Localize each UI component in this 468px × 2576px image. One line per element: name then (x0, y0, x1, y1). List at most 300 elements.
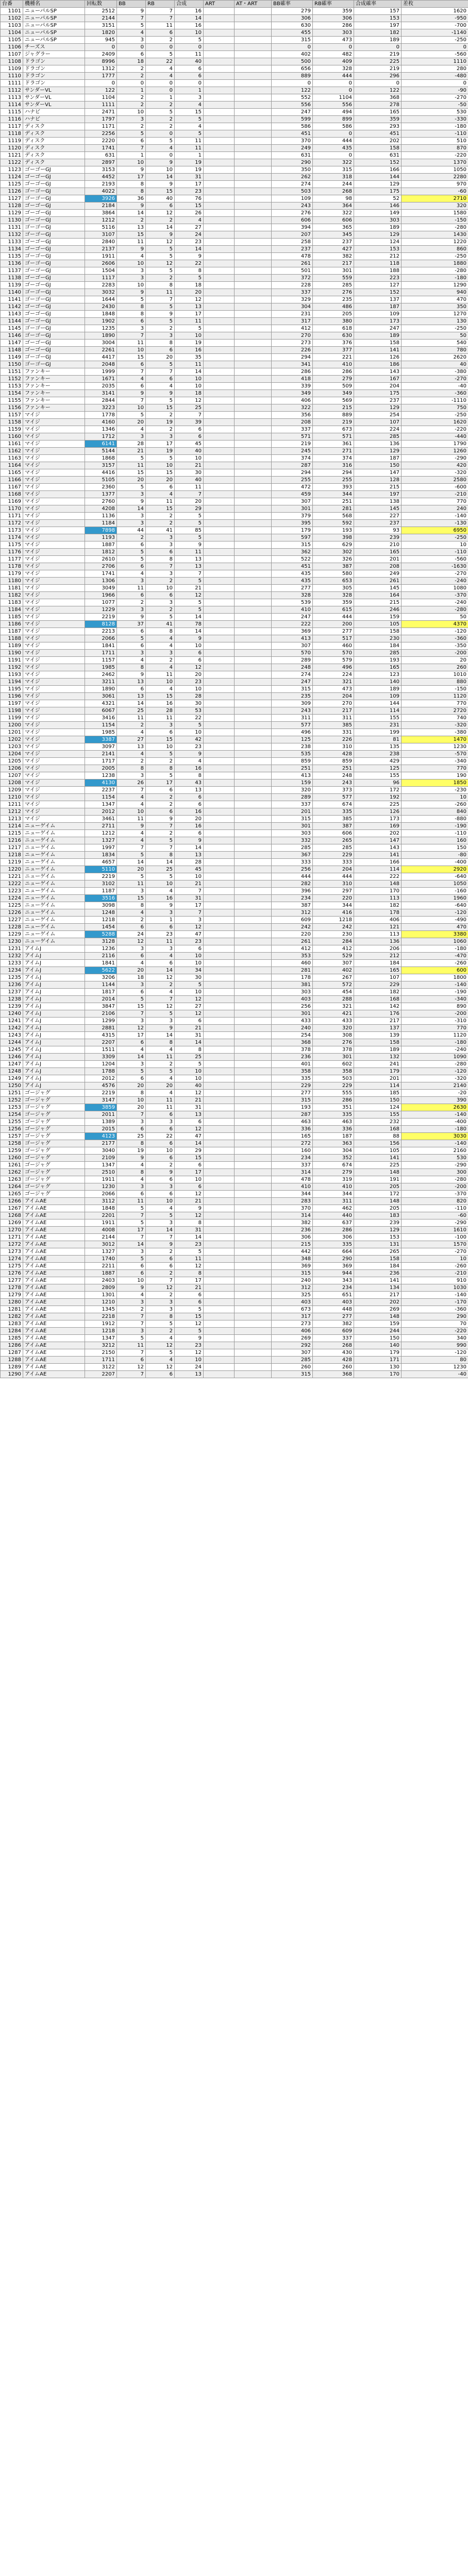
table-cell (204, 967, 235, 974)
table-row (1, 722, 468, 729)
table-cell: 4123 (85, 1133, 117, 1140)
table-cell: 294 (272, 469, 313, 477)
table-cell: マイジ (23, 779, 85, 787)
table-cell: 21 (175, 462, 204, 469)
table-cell: 1278 (1, 1284, 23, 1292)
table-cell: 2 (146, 275, 175, 282)
table-cell: 234 (272, 1155, 313, 1162)
table-cell: 248 (313, 772, 354, 779)
column-header[interactable]: 機種名 (23, 1, 85, 8)
table-cell: 1264 (1, 1183, 23, 1191)
table-cell: 428 (313, 751, 354, 758)
table-cell: 143 (354, 368, 402, 376)
table-cell: 1156 (1, 404, 23, 412)
table-cell: 283 (272, 1198, 313, 1205)
table-cell (235, 397, 272, 404)
table-cell: 148 (354, 1198, 402, 1205)
table-cell: 2 (117, 758, 146, 765)
table-cell (204, 1176, 235, 1183)
table-cell: 251 (313, 765, 354, 772)
table-cell: 358 (272, 1068, 313, 1075)
table-cell: 5 (146, 267, 175, 275)
table-cell: 535 (272, 751, 313, 758)
table-cell: マイジ (23, 477, 85, 484)
table-cell (235, 275, 272, 282)
table-cell: -360 (402, 635, 468, 642)
table-cell (235, 1227, 272, 1234)
table-cell: 460 (313, 642, 354, 650)
table-cell (204, 376, 235, 383)
table-cell: 0 (313, 80, 354, 87)
table-cell: 331 (313, 729, 354, 736)
table-cell: 1060 (402, 938, 468, 945)
table-cell: 11 (175, 51, 204, 58)
table-cell: 322 (313, 210, 354, 217)
table-cell: 1161 (1, 440, 23, 448)
table-cell (235, 549, 272, 556)
table-cell: 1848 (85, 311, 117, 318)
table-cell: 2620 (402, 354, 468, 361)
table-cell: -340 (402, 758, 468, 765)
table-cell: 306 (313, 15, 354, 22)
table-cell: アイムJ (23, 974, 85, 981)
table-cell: 1106 (1, 44, 23, 51)
table-cell (204, 1054, 235, 1061)
table-cell: 3098 (85, 902, 117, 909)
table-cell: 7 (146, 844, 175, 852)
table-cell: 164 (354, 592, 402, 599)
table-cell: 1430 (402, 231, 468, 239)
table-cell: 153 (354, 246, 402, 253)
table-cell: 3147 (85, 1097, 117, 1104)
table-cell: 2 (146, 101, 175, 109)
column-header[interactable]: RB確率 (313, 1, 354, 8)
table-cell: -140 (402, 1111, 468, 1118)
table-cell: 231 (272, 311, 313, 318)
table-cell: 37 (117, 621, 146, 628)
table-cell: 12 (146, 260, 175, 267)
table-cell (235, 1320, 272, 1328)
table-cell (235, 585, 272, 592)
table-cell: 1112 (1, 87, 23, 94)
table-row (1, 1234, 468, 1241)
table-cell: 4 (146, 1075, 175, 1082)
table-cell: 4 (117, 1176, 146, 1183)
table-cell: 109 (272, 195, 313, 202)
table-cell: -480 (402, 73, 468, 80)
table-cell (204, 260, 235, 267)
table-cell: 478 (272, 1176, 313, 1183)
table-row (1, 455, 468, 462)
table-cell (235, 606, 272, 614)
table-cell (235, 1111, 272, 1118)
table-cell: チーズス (23, 44, 85, 51)
table-cell: ニューゲイム (23, 859, 85, 866)
table-cell: 364 (313, 202, 354, 210)
table-cell: ドラゴン (23, 80, 85, 87)
table-cell: 6 (146, 787, 175, 794)
table-cell: 277 (313, 1313, 354, 1320)
table-cell (235, 816, 272, 823)
table-cell (204, 989, 235, 996)
table-cell: 337 (313, 1335, 354, 1342)
table-cell (204, 80, 235, 87)
table-cell: 306 (313, 1234, 354, 1241)
table-cell: 1235 (1, 974, 23, 981)
table-cell: マイジ (23, 650, 85, 657)
table-cell: 12 (175, 1212, 204, 1219)
table-cell (235, 65, 272, 73)
table-cell: -90 (402, 87, 468, 94)
table-cell: 486 (313, 303, 354, 311)
table-cell (235, 830, 272, 837)
table-cell: 5622 (85, 967, 117, 974)
table-cell: -260 (402, 801, 468, 808)
table-cell: 8 (175, 1046, 204, 1054)
table-header (1, 1, 468, 8)
table-cell: 1110 (1, 73, 23, 80)
table-cell (235, 101, 272, 109)
table-cell: 4 (146, 1046, 175, 1054)
table-cell: ゴーゴーGJ (23, 332, 85, 340)
table-cell: 3416 (85, 715, 117, 722)
column-header[interactable]: BB確率 (272, 1, 313, 8)
table-cell: 27 (175, 224, 204, 231)
table-cell: アイムJ (23, 953, 85, 960)
table-cell: 5 (117, 1335, 146, 1342)
table-cell: 14 (175, 246, 204, 253)
table-cell: 20 (117, 1104, 146, 1111)
table-cell: 1108 (1, 58, 23, 65)
table-cell (235, 563, 272, 570)
table-cell: 451 (354, 130, 402, 138)
column-header[interactable]: 差枚 (402, 1, 468, 8)
table-cell: 0 (272, 44, 313, 51)
table-cell: 368 (354, 94, 402, 101)
table-cell (235, 635, 272, 642)
table-cell: 10 (117, 1277, 146, 1284)
column-header[interactable]: ART (204, 1, 235, 8)
table-cell (204, 1075, 235, 1082)
table-cell: ゴーゴーGJ (23, 354, 85, 361)
column-header[interactable]: 合成確率 (354, 1, 402, 8)
table-cell: 395 (272, 520, 313, 527)
table-cell: 1212 (1, 808, 23, 816)
table-row (1, 325, 468, 332)
table-cell: 1109 (1, 65, 23, 73)
table-cell: 1266 (1, 1198, 23, 1205)
column-header[interactable]: 回転数 (85, 1, 117, 8)
table-cell: 664 (313, 1248, 354, 1256)
table-cell: 183 (354, 1212, 402, 1219)
table-cell: 6 (117, 51, 146, 58)
table-cell (235, 520, 272, 527)
table-row (1, 967, 468, 974)
table-cell: 9 (146, 231, 175, 239)
table-cell: 1185 (1, 614, 23, 621)
table-cell (204, 1212, 235, 1219)
table-cell: 12 (175, 1320, 204, 1328)
table-cell (235, 37, 272, 44)
table-cell (235, 166, 272, 174)
table-cell: 4008 (85, 1227, 117, 1234)
table-row (1, 1248, 468, 1256)
table-cell: 1127 (1, 195, 23, 202)
table-cell: 1911 (85, 1176, 117, 1183)
table-cell: 2 (146, 116, 175, 123)
table-cell (204, 765, 235, 772)
table-cell: 3 (117, 116, 146, 123)
table-cell: 190 (402, 772, 468, 779)
table-cell: 121 (354, 924, 402, 931)
table-cell: 2 (117, 599, 146, 606)
table-cell: 359 (313, 599, 354, 606)
table-cell: 6 (117, 642, 146, 650)
table-cell (204, 44, 235, 51)
table-cell: 5 (117, 455, 146, 462)
table-cell: 1158 (1, 419, 23, 426)
table-cell: 1243 (1, 1032, 23, 1039)
column-header[interactable]: 合成 (175, 1, 204, 8)
table-row (1, 816, 468, 823)
table-cell: 2 (146, 578, 175, 585)
table-cell: -380 (402, 368, 468, 376)
table-cell: 6 (175, 945, 204, 953)
table-cell (235, 621, 272, 628)
table-cell: 36 (117, 195, 146, 202)
table-cell: サンダーVL (23, 94, 85, 101)
table-cell: 1327 (85, 1248, 117, 1256)
table-cell: 5 (175, 606, 204, 614)
table-cell: 4 (117, 426, 146, 433)
table-cell: -880 (402, 816, 468, 823)
table-cell: 23 (175, 1342, 204, 1349)
table-cell: 9 (117, 166, 146, 174)
table-cell: 205 (354, 1205, 402, 1212)
table-cell: 249 (354, 570, 402, 578)
table-cell: 268 (313, 1342, 354, 1349)
table-cell: 165 (354, 664, 402, 671)
table-cell: 281 (313, 505, 354, 513)
table-cell: 14 (175, 844, 204, 852)
table-cell: 10 (175, 989, 204, 996)
table-row (1, 116, 468, 123)
table-cell: 128 (354, 477, 402, 484)
table-cell: 1960 (402, 895, 468, 902)
table-cell: 340 (402, 1335, 468, 1342)
table-cell (235, 260, 272, 267)
table-cell: 260 (402, 664, 468, 671)
table-cell: 482 (313, 51, 354, 58)
table-cell: 2 (146, 758, 175, 765)
table-cell: 241 (354, 1061, 402, 1068)
table-cell: 440 (313, 1212, 354, 1219)
table-cell (204, 368, 235, 376)
table-row (1, 138, 468, 145)
table-cell: 11 (117, 340, 146, 347)
table-cell: マイジ (23, 462, 85, 469)
table-cell: 1286 (1, 1342, 23, 1349)
table-cell: 10 (175, 376, 204, 383)
table-cell (204, 1032, 235, 1039)
table-row (1, 332, 468, 340)
table-cell: アイムJ (23, 1018, 85, 1025)
table-cell: 315 (272, 1270, 313, 1277)
table-cell: 3461 (85, 816, 117, 823)
column-header[interactable]: BB (117, 1, 146, 8)
table-cell: 23 (175, 938, 204, 945)
table-cell: 284 (313, 938, 354, 945)
column-header[interactable]: AT・ART (235, 1, 272, 8)
table-cell: 1170 (1, 505, 23, 513)
table-cell: 2 (146, 1162, 175, 1169)
table-cell (235, 145, 272, 152)
table-cell: 3 (117, 513, 146, 520)
table-cell: 238 (272, 743, 313, 751)
table-cell: 255 (272, 477, 313, 484)
table-cell: 193 (272, 1104, 313, 1111)
table-cell (204, 866, 235, 873)
table-cell: 50 (402, 614, 468, 621)
table-cell: 11 (146, 1104, 175, 1111)
table-cell (204, 1270, 235, 1277)
table-row (1, 231, 468, 239)
table-cell (235, 1169, 272, 1176)
table-cell: 105 (354, 621, 402, 628)
table-cell: 2 (146, 520, 175, 527)
table-cell (204, 808, 235, 816)
table-cell (235, 1234, 272, 1241)
table-cell: 40 (175, 58, 204, 65)
table-cell: 2 (146, 1328, 175, 1335)
table-cell: 3 (146, 1118, 175, 1126)
table-cell: 24 (175, 231, 204, 239)
table-cell (235, 44, 272, 51)
table-cell: -200 (402, 1183, 468, 1191)
table-cell: 3097 (85, 743, 117, 751)
table-cell: 363 (313, 1140, 354, 1147)
table-cell: 1151 (1, 368, 23, 376)
table-cell: 19 (175, 159, 204, 166)
table-cell: 10 (175, 332, 204, 340)
table-cell: 361 (313, 440, 354, 448)
table-cell: 124 (354, 239, 402, 246)
table-cell: アイムJ (23, 1082, 85, 1090)
table-cell: 219 (272, 440, 313, 448)
table-cell (204, 65, 235, 73)
table-cell: 6 (117, 563, 146, 570)
table-cell: 10 (117, 282, 146, 289)
table-cell (204, 1342, 235, 1349)
table-cell: 413 (272, 635, 313, 642)
table-cell: マイジ (23, 440, 85, 448)
table-cell: ファンキー (23, 404, 85, 412)
table-cell: 5 (146, 318, 175, 325)
table-cell: 568 (313, 513, 354, 520)
table-cell: 11 (146, 289, 175, 296)
table-cell: ファンキー (23, 368, 85, 376)
table-cell: 10 (146, 880, 175, 888)
table-row (1, 87, 468, 94)
table-cell: 10 (117, 260, 146, 267)
table-cell: -1110 (402, 397, 468, 404)
table-cell: アイムAE (23, 1320, 85, 1328)
table-cell (235, 404, 272, 412)
table-cell: 12 (175, 996, 204, 1003)
table-cell: 109 (354, 693, 402, 700)
table-row (1, 22, 468, 29)
table-cell (235, 1082, 272, 1090)
table-cell: 314 (272, 1212, 313, 1219)
table-cell: 1229 (1, 931, 23, 938)
table-cell: マイジ (23, 556, 85, 563)
table-cell: 1231 (1, 945, 23, 953)
table-row (1, 844, 468, 852)
table-row (1, 217, 468, 224)
table-cell: 1570 (402, 1241, 468, 1248)
table-cell: 6 (146, 729, 175, 736)
table-cell: アイムJ (23, 1032, 85, 1039)
table-cell: 1262 (1, 1169, 23, 1176)
table-cell: 478 (272, 253, 313, 260)
table-cell: 2 (146, 830, 175, 837)
table-cell: 15 (146, 469, 175, 477)
table-cell: 11 (146, 22, 175, 29)
table-cell: 5 (146, 614, 175, 621)
table-cell: 1164 (1, 462, 23, 469)
table-cell: 292 (272, 1342, 313, 1349)
table-cell: 1090 (402, 1054, 468, 1061)
table-cell (235, 253, 272, 260)
table-cell: 1 (117, 87, 146, 94)
table-cell: -290 (402, 1162, 468, 1169)
table-cell: 7 (117, 145, 146, 152)
table-row (1, 989, 468, 996)
table-cell: 2 (146, 606, 175, 614)
table-cell: 7 (117, 1212, 146, 1219)
table-cell: 2720 (402, 707, 468, 715)
table-cell: 3 (117, 1118, 146, 1126)
column-header[interactable]: 台番 (1, 1, 23, 8)
table-cell: 9 (175, 1205, 204, 1212)
table-cell: 3012 (85, 1241, 117, 1248)
table-cell: 96 (354, 779, 402, 787)
table-cell: 277 (272, 585, 313, 592)
table-cell: 454 (313, 989, 354, 996)
table-cell: 3212 (85, 1342, 117, 1349)
table-cell (204, 751, 235, 758)
table-cell: 7 (117, 1349, 146, 1357)
table-cell: 3 (146, 599, 175, 606)
table-cell: 321 (313, 679, 354, 686)
table-cell: 6 (117, 1263, 146, 1270)
table-cell (235, 917, 272, 924)
table-cell (204, 1364, 235, 1371)
table-row (1, 8, 468, 15)
table-cell: 1212 (85, 217, 117, 224)
column-header[interactable]: RB (146, 1, 175, 8)
table-cell: 30 (175, 974, 204, 981)
table-cell: 285 (272, 844, 313, 852)
table-cell: 1222 (1, 880, 23, 888)
table-cell: 9 (146, 1169, 175, 1176)
table-cell (204, 1292, 235, 1299)
table-cell: 201 (354, 556, 402, 563)
table-cell: 530 (402, 109, 468, 116)
table-cell: 326 (313, 556, 354, 563)
table-cell (204, 332, 235, 340)
table-cell: ファンキー (23, 397, 85, 404)
